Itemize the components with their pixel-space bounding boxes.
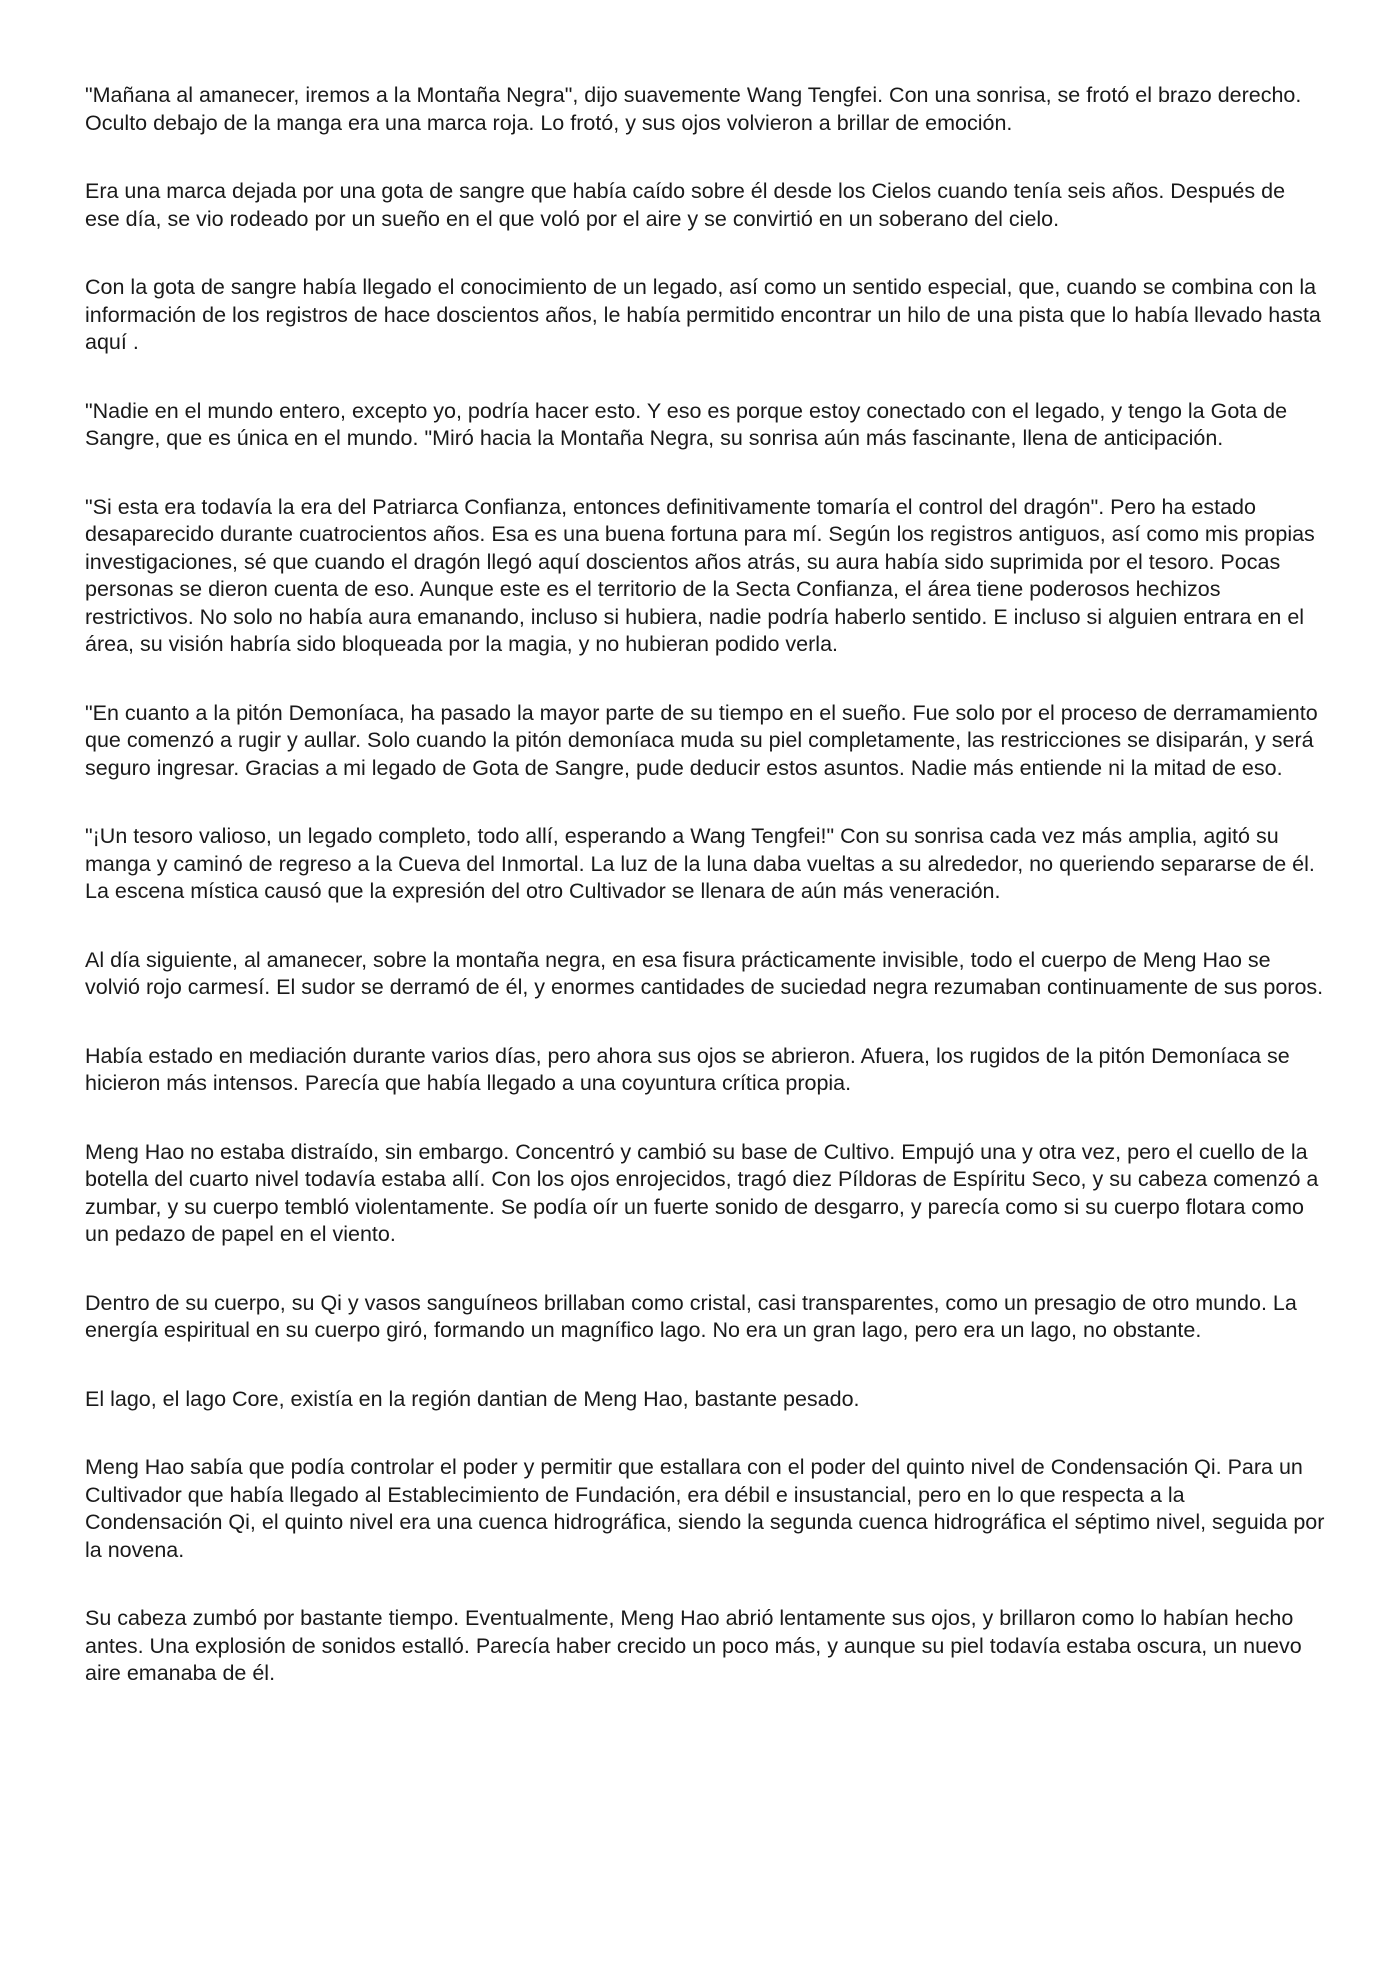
paragraph: El lago, el lago Core, existía en la región dantian de Meng Hao, bastante pesado.: [85, 1386, 860, 1411]
paragraph: "Si esta era todavía la era del Patriarca Confianza, entonces definitivamente tomaría el control del dragón". Pero ha estado desaparecido durante cuatrocientos años. Esa es una buena fortuna para mí. Según los registros antiguos, así como mis propias investigaciones, sé que cuando el dragón llegó aquí doscientos años atrás, su aura había sido suprimida por el tesoro. Pocas personas se dieron cuenta de eso. Aunque este es el territorio de la Secta Confianza, el área tiene poderosos hechizos restrictivos. No solo no había aura emanando, incluso si hubiera, nadie podría haberlo sentido. E incluso si alguien entrara en el área, su visión habría sido bloqueada por la magia, y no hubieran podido verla.: [85, 494, 1315, 656]
paragraph: Al día siguiente, al amanecer, sobre la montaña negra, en esa fisura prácticamente invisible, todo el cuerpo de Meng Hao se volvió rojo carmesí. El sudor se derramó de él, y enormes cantidades de suciedad negra rezumaban continuamente de sus poros.: [85, 947, 1324, 999]
paragraph: "Nadie en el mundo entero, excepto yo, podría hacer esto. Y eso es porque estoy conectado con el legado, y tengo la Gota de Sangre, que es única en el mundo. "Miró hacia la Montaña Negra, su sonrisa aún más fascinante, llena de anticipación.: [85, 398, 1288, 450]
paragraph: Meng Hao sabía que podía controlar el poder y permitir que estallara con el poder del quinto nivel de Condensación Qi. Para un Cultivador que había llegado al Establecimiento de Fundación, era débil e insustancial, pero en lo que respecta a la Condensación Qi, el quinto nivel era una cuenca hidrográfica, siendo la segunda cuenca hidrográfica el séptimo nivel, seguida por la novena.: [85, 1455, 1325, 1562]
paragraph: Meng Hao no estaba distraído, sin embargo. Concentró y cambió su base de Cultivo. Empujó una y otra vez, pero el cuello de la botella del cuarto nivel todavía estaba allí. Con los ojos enrojecidos, tragó diez Píldoras de Espíritu Seco, y su cabeza comenzó a zumbar, y su cuerpo tembló violentamente. Se podía oír un fuerte sonido de desgarro, y parecía como si su cuerpo flotara como un pedazo de papel en el viento.: [85, 1139, 1319, 1246]
paragraph: Dentro de su cuerpo, su Qi y vasos sanguíneos brillaban como cristal, casi transparentes, como un presagio de otro mundo. La energía espiritual en su cuerpo giró, formando un magnífico lago. No era un gran lago, pero era un lago, no obstante.: [85, 1290, 1297, 1342]
paragraph: "Mañana al amanecer, iremos a la Montaña Negra", dijo suavemente Wang Tengfei. Con una sonrisa, se frotó el brazo derecho. Oculto debajo de la manga era una marca roja. Lo frotó, y sus ojos volvieron a brillar de emoción.: [85, 83, 1302, 135]
paragraph: "¡Un tesoro valioso, un legado completo, todo allí, esperando a Wang Tengfei!" Con su sonrisa cada vez más amplia, agitó su manga y caminó de regreso a la Cueva del Inmortal. La luz de la luna daba vueltas a su alrededor, no queriendo separarse de él. La escena mística causó que la expresión del otro Cultivador se llenara de aún más veneración.: [85, 824, 1315, 903]
document-page: [85, 82, 1325, 1729]
paragraph: Era una marca dejada por una gota de sangre que había caído sobre él desde los Cielos cuando tenía seis años. Después de ese día, se vio rodeado por un sueño en el que voló por el aire y se convirtió en un soberano del cielo.: [85, 179, 1286, 231]
paragraph: Con la gota de sangre había llegado el conocimiento de un legado, así como un sentido especial, que, cuando se combina con la información de los registros de hace doscientos años, le había permitido encontrar un hilo de una pista que lo había llevado hasta aquí .: [85, 275, 1321, 354]
paragraph: Su cabeza zumbó por bastante tiempo. Eventualmente, Meng Hao abrió lentamente sus ojos, y brillaron como lo habían hecho antes. Una explosión de sonidos estalló. Parecía haber crecido un poco más, y aunque su piel todavía estaba oscura, un nuevo aire emanaba de él.: [85, 1606, 1302, 1685]
paragraph: Había estado en mediación durante varios días, pero ahora sus ojos se abrieron. Afuera, los rugidos de la pitón Demoníaca se hicieron más intensos. Parecía que había llegado a una coyuntura crítica propia.: [85, 1043, 1290, 1095]
paragraph: "En cuanto a la pitón Demoníaca, ha pasado la mayor parte de su tiempo en el sueño. Fue solo por el proceso de derramamiento que comenzó a rugir y aullar. Solo cuando la pitón demoníaca muda su piel completamente, las restricciones se disiparán, y será seguro ingresar. Gracias a mi legado de Gota de Sangre, pude deducir estos asuntos. Nadie más entiende ni la mitad de eso.: [85, 700, 1318, 780]
